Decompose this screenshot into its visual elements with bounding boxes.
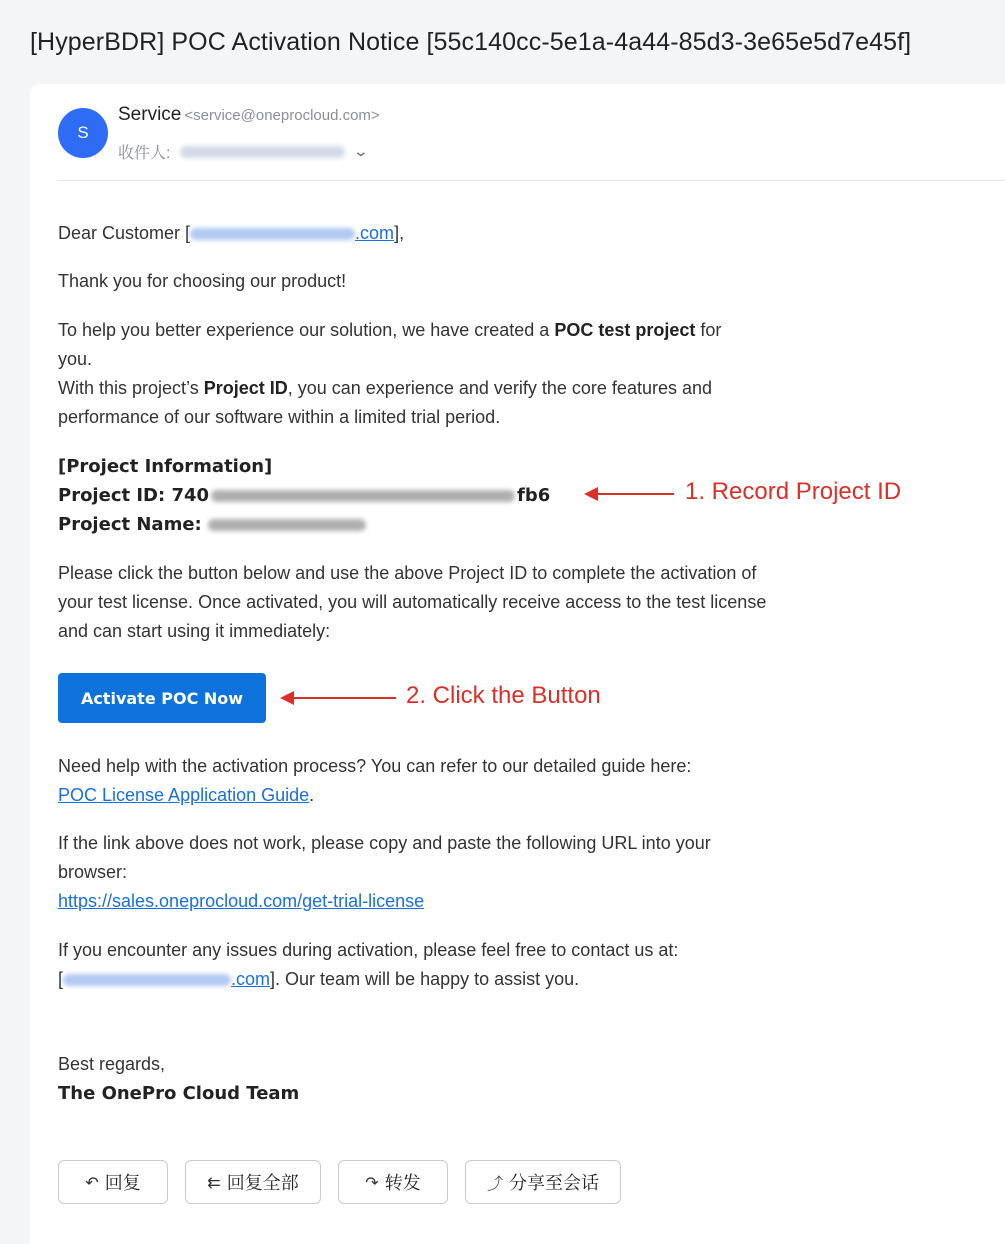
project-id-line: Project ID: 740 fb6 [58, 485, 551, 506]
trial-license-url-link[interactable]: https://sales.oneprocloud.com/get-trial-license [58, 891, 425, 911]
sender-line [118, 104, 380, 126]
help-line: Need help with the activation process? You can refer to our detailed guide here: [58, 756, 692, 776]
forward-button[interactable] [338, 1160, 448, 1204]
email-subject: [HyperBDR] POC Activation Notice [55c140cc-5e1a-4a44-85d3-3e65e5d7e45f] [30, 28, 912, 56]
intro-line-3: With this project’s Project ID, you can experience and verify the core features and [58, 378, 713, 398]
annotation-click-button: 2. Click the Button [406, 682, 601, 709]
reply-all-button[interactable] [185, 1160, 321, 1204]
signature: The OnePro Cloud Team [58, 1083, 300, 1104]
contact-line-2: [ .com]. Our team will be happy to assist you. [58, 969, 580, 989]
fallback-line-2: browser: [58, 862, 128, 882]
contact-email-link[interactable]: .com [63, 969, 270, 989]
closing: Best regards, [58, 1054, 166, 1074]
thanks-line: Thank you for choosing our product! [58, 271, 347, 291]
reply-label: 回复 [104, 1173, 141, 1194]
intro-line-1: To help you better experience our solution, we have created a POC test project for [58, 320, 722, 340]
instruction-line-3: and can start using it immediately: [58, 621, 331, 641]
email-actions-bar [58, 1160, 621, 1204]
reply-all-icon: ⇇ [207, 1172, 221, 1192]
greeting: Dear Customer [ .com], [58, 223, 405, 243]
reply-all-label: 回复全部 [226, 1173, 299, 1194]
header-divider [58, 180, 1005, 181]
forward-icon: ↷ [365, 1172, 379, 1192]
forward-label: 转发 [384, 1173, 421, 1194]
poc-guide-link[interactable]: POC License Application Guide [58, 785, 310, 805]
fallback-line-1: If the link above does not work, please copy and paste the following URL into your [58, 833, 711, 853]
project-id-redacted [211, 490, 515, 502]
reply-icon: ↶ [85, 1172, 99, 1192]
chevron-down-icon[interactable]: ⌄ [353, 143, 370, 159]
email-card [30, 84, 1005, 1244]
instruction-line-2: your test license. Once activated, you will automatically receive access to the test license [58, 592, 767, 612]
intro-line-2: you. [58, 349, 93, 369]
project-name-redacted [208, 519, 366, 531]
reply-button[interactable] [58, 1160, 168, 1204]
recipient-email-redacted [180, 146, 345, 158]
annotation-arrow-1 [586, 493, 674, 495]
help-link-line: POC License Application Guide. [58, 785, 315, 805]
instruction-line-1: Please click the button below and use the above Project ID to complete the activation of [58, 563, 757, 583]
sender-email[interactable]: <service@oneprocloud.com> [184, 107, 380, 124]
fallback-url-line [58, 887, 838, 916]
annotation-record-id: 1. Record Project ID [685, 478, 902, 505]
share-to-chat-button[interactable] [465, 1160, 621, 1204]
project-info-heading: [Project Information] [58, 456, 273, 477]
intro-line-4: performance of our software within a limited trial period. [58, 407, 501, 427]
customer-email-link[interactable]: .com [190, 223, 394, 243]
activate-poc-button[interactable]: Activate POC Now [58, 673, 266, 723]
share-label: 分享至会话 [509, 1173, 599, 1194]
project-name-line: Project Name: [58, 510, 838, 539]
contact-line-1: If you encounter any issues during activation, please feel free to contact us at: [58, 940, 679, 960]
sender-avatar[interactable]: S [58, 108, 108, 158]
recipient-line [118, 140, 370, 163]
sender-name[interactable]: Service [118, 104, 182, 125]
share-icon: ⤴ [486, 1173, 503, 1193]
recipient-label: 收件人: [118, 145, 171, 162]
annotation-arrow-2 [282, 697, 396, 699]
